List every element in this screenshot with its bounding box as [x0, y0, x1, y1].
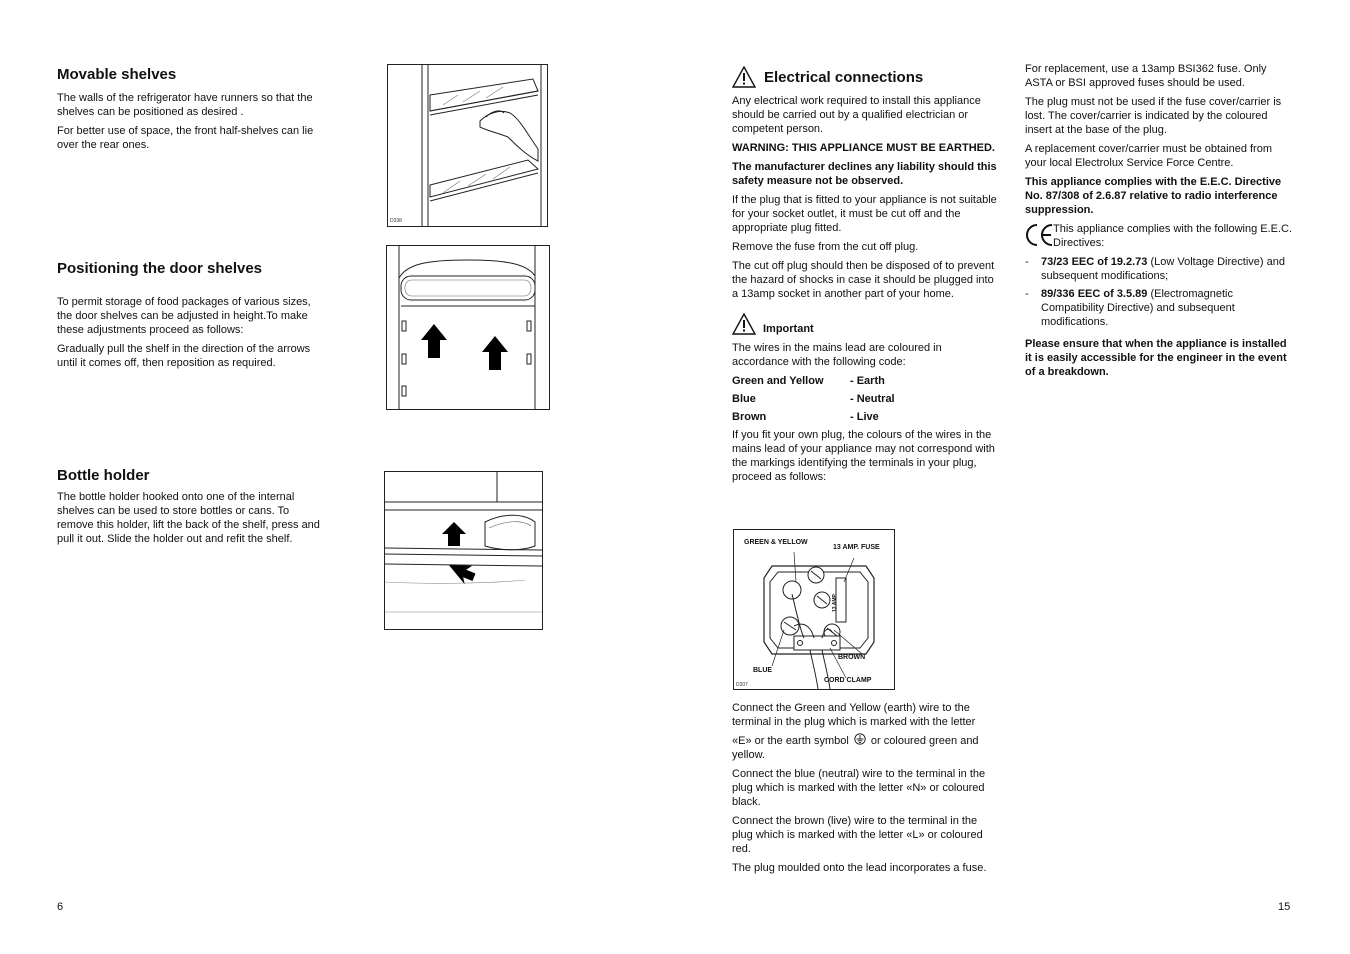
- earth-symbol-icon: [854, 733, 866, 745]
- paragraph: If the plug that is fitted to your appliance is not suitable for your socket outlet, it must be cut off and the appropriate plug fitted.: [732, 194, 997, 234]
- wire-color: Blue: [732, 393, 756, 405]
- paragraph: For better use of space, the front half-shelves can lie over the rear ones.: [57, 125, 314, 151]
- label-fuse-body: 13 AMP: [832, 594, 838, 612]
- label-blue: BLUE: [753, 667, 773, 674]
- compliance-text: This appliance complies with the E.E.C. Directive No. 87/308 of 2.6.87 relative to radio interference suppression.: [1025, 176, 1282, 216]
- wire-color: Green and Yellow: [732, 375, 824, 387]
- page-number-left: 6: [57, 901, 64, 913]
- paragraph: Connect the Green and Yellow (earth) wire to the terminal in the plug which is marked with the letter: [732, 702, 976, 728]
- paragraph: The plug moulded onto the lead incorporates a fuse.: [732, 862, 987, 874]
- paragraph: For replacement, use a 13amp BSI362 fuse. Only ASTA or BSI approved fuses should be used.: [1025, 63, 1267, 89]
- figure-code: D338: [390, 218, 402, 224]
- paragraph: The bottle holder hooked onto one of the internal shelves can be used to store bottles or cans. To remove this holder, lift the back of the shelf, press and pull it out. Slide the holder out and refit the shelf.: [57, 491, 320, 545]
- text-run: «E» or the earth symbol: [732, 735, 849, 747]
- label-13-amp-fuse: 13 AMP. FUSE: [833, 544, 880, 551]
- wire-meaning: - Live: [850, 411, 879, 423]
- liability-text: The manufacturer declines any liability should this safety measure not be observed.: [732, 161, 997, 187]
- figure-code: D207: [736, 682, 748, 688]
- directive-id: 73/23 EEC of 19.2.73: [1041, 256, 1148, 268]
- section-door-shelves: [57, 260, 322, 375]
- paragraph: A replacement cover/carrier must be obtained from your local Electrolux Service Force Centre.: [1025, 143, 1273, 169]
- section-title: Electrical connections: [764, 68, 924, 86]
- page-number-right: 15: [1278, 901, 1291, 913]
- list-dash: -: [1025, 256, 1029, 268]
- wire-meaning: - Earth: [850, 375, 885, 387]
- movable-shelves-illustration: [387, 64, 548, 227]
- section-title: Positioning the door shelves: [57, 260, 263, 277]
- section-fuse-and-compliance: [1025, 62, 1295, 384]
- paragraph: The wires in the mains lead are coloured in accordance with the following code:: [732, 342, 942, 368]
- list-dash: -: [1025, 288, 1029, 300]
- wire-meaning: - Neutral: [850, 393, 895, 405]
- section-title: Movable shelves: [57, 66, 177, 83]
- warning-triangle-icon: [732, 66, 756, 88]
- directive-desc: (Electromagnetic Compatibility Directive) and subsequent modifications.: [1041, 288, 1235, 328]
- ce-text: This appliance complies with the following E.E.C. Directives:: [1053, 223, 1293, 249]
- paragraph: The walls of the refrigerator have runners so that the shelves can be positioned as desired .: [57, 92, 313, 118]
- list-item: [1025, 255, 1295, 283]
- paragraph: Any electrical work required to install this appliance should be carried out by a qualified electrician or competent person.: [732, 95, 981, 135]
- accessibility-note: Please ensure that when the appliance is installed it is easily accessible for the engineer in the event of a breakdown.: [1025, 338, 1287, 378]
- paragraph: If you fit your own plug, the colours of the wires in the mains lead of your appliance may not correspond with the markings identifying the terminals in your plug, proceed as follows:: [732, 429, 995, 483]
- plug-wiring-diagram: [733, 529, 895, 690]
- directive-list: [1025, 255, 1295, 329]
- ce-mark-icon: [1025, 222, 1053, 248]
- label-green-yellow: GREEN & YELLOW: [744, 539, 808, 546]
- paragraph: The plug must not be used if the fuse cover/carrier is lost. The cover/carrier is indicated by the coloured insert at the base of the plug.: [1025, 96, 1282, 136]
- bottle-holder-illustration: [384, 471, 543, 630]
- important-title: Important: [763, 323, 814, 335]
- section-bottle-holder: [57, 467, 327, 551]
- paragraph: To permit storage of food packages of various sizes, the door shelves can be adjusted in height.To make these adjustments proceed as follows:: [57, 296, 311, 336]
- paragraph: Remove the fuse from the cut off plug.: [732, 241, 919, 253]
- label-cord-clamp: CORD CLAMP: [824, 677, 872, 684]
- wire-color: Brown: [732, 411, 767, 423]
- paragraph: Connect the blue (neutral) wire to the terminal in the plug which is marked with the letter «N» or coloured black.: [732, 768, 986, 808]
- wire-code-row: [732, 392, 1000, 406]
- bottle-drawing: [385, 472, 542, 629]
- warning-text: WARNING: THIS APPLIANCE MUST BE EARTHED.: [732, 142, 995, 154]
- wire-code-row: [732, 410, 1000, 424]
- door-shelves-illustration: [386, 245, 550, 410]
- ce-block: [1025, 222, 1295, 250]
- warning-triangle-icon: [732, 313, 756, 335]
- shelves-drawing: [388, 65, 547, 226]
- list-item: [1025, 287, 1295, 329]
- paragraph: Connect the brown (live) wire to the terminal in the plug which is marked with the letter «L» or coloured red.: [732, 815, 983, 855]
- section-connect-instructions: [732, 701, 1000, 880]
- text-run: or coloured green and yellow.: [732, 735, 979, 761]
- directive-id: 89/336 EEC of 3.5.89: [1041, 288, 1148, 300]
- paragraph: The cut off plug should then be disposed of to prevent the hazard of shocks in case it should be plugged into a 13amp socket in another part of your home.: [732, 260, 995, 300]
- directive-desc: (Low Voltage Directive) and subsequent modifications;: [1041, 256, 1285, 282]
- section-title: Bottle holder: [57, 467, 150, 484]
- wire-code-row: [732, 374, 1000, 388]
- label-brown: BROWN: [838, 654, 866, 661]
- door-drawing: [387, 246, 549, 409]
- plug-drawing: [734, 530, 894, 689]
- section-electrical: [732, 66, 1000, 489]
- paragraph: Gradually pull the shelf in the direction of the arrows until it comes off, then reposition as required.: [57, 343, 311, 369]
- paragraph: [732, 733, 1000, 762]
- section-movable-shelves: [57, 66, 327, 157]
- wire-code-list: [732, 374, 1000, 424]
